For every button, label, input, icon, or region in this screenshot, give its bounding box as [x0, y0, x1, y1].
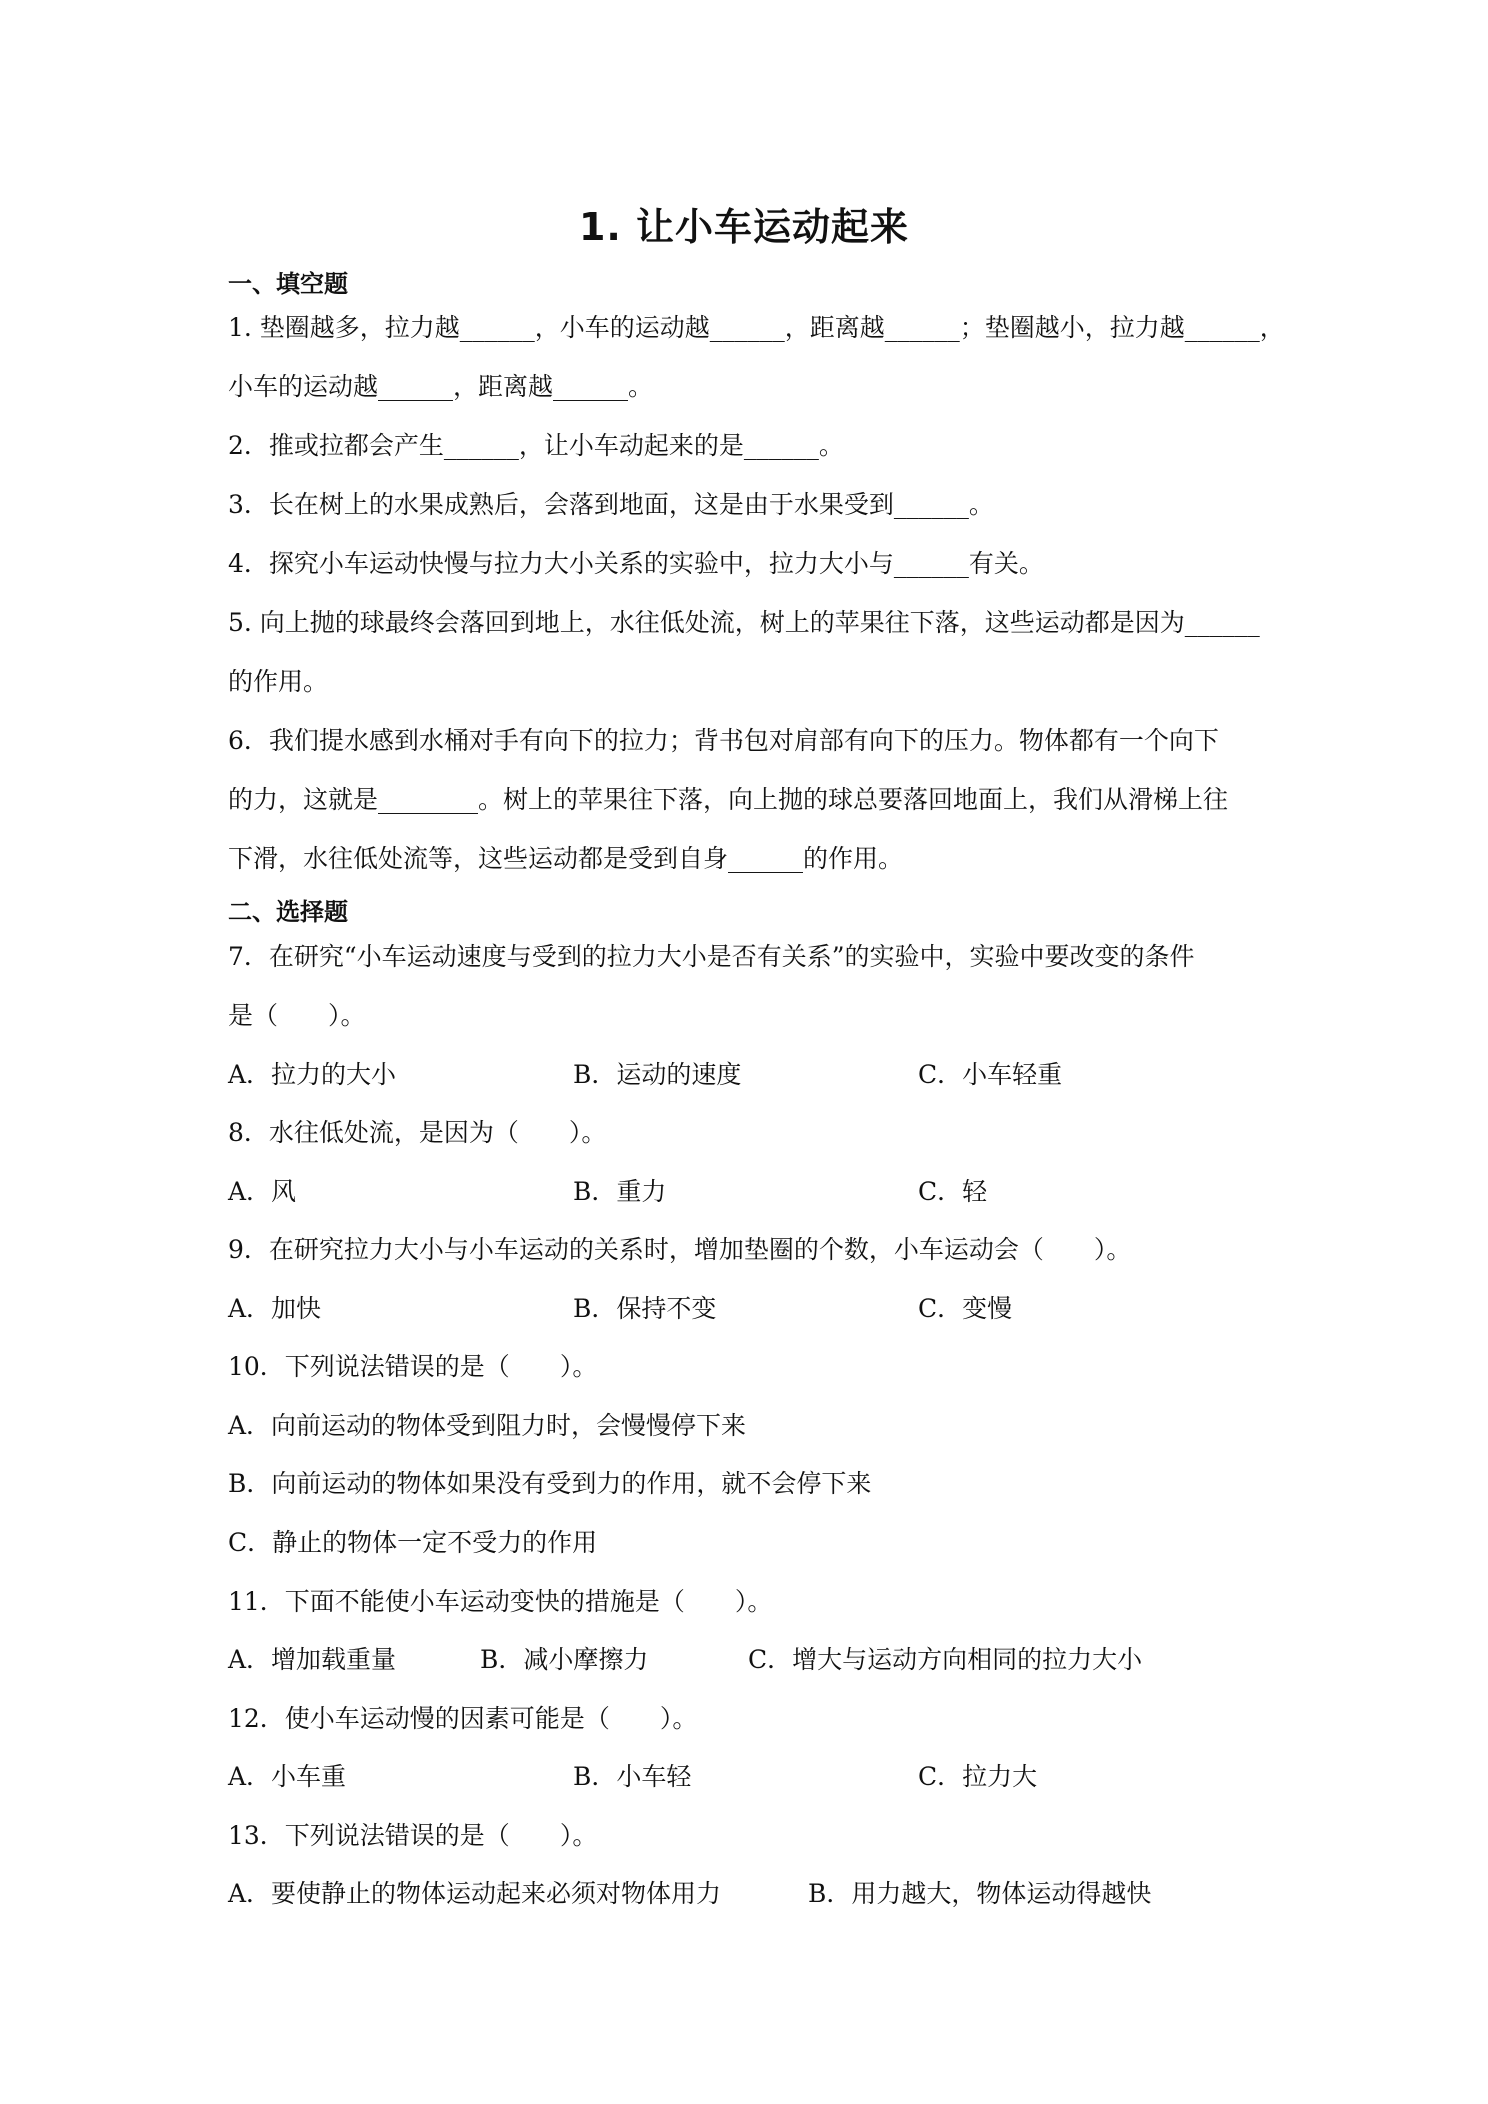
question-11-option-c: C．增大与运动方向相同的拉力大小	[748, 1645, 1143, 1674]
question-9: 9．在研究拉力大小与小车运动的关系时，增加垫圈的个数，小车运动会（ ）。	[228, 1235, 1132, 1264]
section-heading-fill: 一、填空题	[228, 270, 348, 298]
question-8-option-c: C．轻	[918, 1177, 988, 1206]
page-title: 1. 让小车运动起来	[578, 205, 910, 249]
question-11: 11．下面不能使小车运动变快的措施是（ ）。	[228, 1587, 773, 1616]
question-9-option-b: B．保持不变	[573, 1294, 717, 1323]
question-8-option-b: B．重力	[573, 1177, 667, 1206]
question-7-line-2: 是（ ）。	[228, 1001, 366, 1030]
question-1-line-2: 小车的运动越______，距离越______。	[228, 372, 654, 401]
question-12-option-a: A．小车重	[228, 1762, 347, 1791]
question-4: 4．探究小车运动快慢与拉力大小关系的实验中，拉力大小与______有关。	[228, 549, 1044, 578]
question-6-line-1: 6．我们提水感到水桶对手有向下的拉力；背书包对肩部有向下的压力。物体都有一个向下	[228, 726, 1219, 755]
question-10-option-b: B．向前运动的物体如果没有受到力的作用，就不会停下来	[228, 1469, 872, 1498]
question-12: 12．使小车运动慢的因素可能是（ ）。	[228, 1704, 698, 1733]
question-13-option-b: B．用力越大，物体运动得越快	[808, 1879, 1152, 1908]
question-6-line-2: 的力，这就是________。树上的苹果往下落，向上抛的球总要落回地面上，我们从滑梯上往	[228, 785, 1229, 814]
question-10: 10．下列说法错误的是（ ）。	[228, 1352, 598, 1381]
question-5-line-1: 5. 向上抛的球最终会落回到地上，水往低处流，树上的苹果往下落，这些运动都是因为______	[228, 608, 1260, 637]
question-10-option-c: C．静止的物体一定不受力的作用	[228, 1528, 598, 1557]
question-13-option-a: A．要使静止的物体运动起来必须对物体用力	[228, 1879, 722, 1908]
question-5-line-2: 的作用。	[228, 667, 329, 696]
question-3: 3．长在树上的水果成熟后，会落到地面，这是由于水果受到______。	[228, 490, 994, 519]
question-2: 2．推或拉都会产生______，让小车动起来的是______。	[228, 431, 844, 460]
section-heading-choice: 二、选择题	[228, 898, 348, 926]
question-10-option-a: A．向前运动的物体受到阻力时，会慢慢停下来	[228, 1411, 747, 1440]
question-13: 13．下列说法错误的是（ ）。	[228, 1821, 598, 1850]
question-9-option-a: A．加快	[228, 1294, 322, 1323]
question-6-line-3: 下滑，水往低处流等，这些运动都是受到自身______的作用。	[228, 844, 904, 873]
question-7-option-b: B．运动的速度	[573, 1060, 742, 1089]
question-8: 8．水往低处流，是因为（ ）。	[228, 1118, 607, 1147]
question-9-option-c: C．变慢	[918, 1294, 1013, 1323]
question-12-option-c: C．拉力大	[918, 1762, 1038, 1791]
question-12-option-b: B．小车轻	[573, 1762, 692, 1791]
question-8-option-a: A．风	[228, 1177, 297, 1206]
question-1-line-1: 1. 垫圈越多，拉力越______，小车的运动越______，距离越______；垫圈越小，拉力越______，	[228, 313, 1285, 342]
question-7-option-a: A．拉力的大小	[228, 1060, 397, 1089]
question-11-option-b: B．减小摩擦力	[480, 1645, 649, 1674]
question-11-option-a: A．增加载重量	[228, 1645, 397, 1674]
question-7-line-1: 7．在研究“小车运动速度与受到的拉力大小是否有关系”的实验中，实验中要改变的条件	[228, 942, 1195, 971]
question-7-option-c: C．小车轻重	[918, 1060, 1063, 1089]
